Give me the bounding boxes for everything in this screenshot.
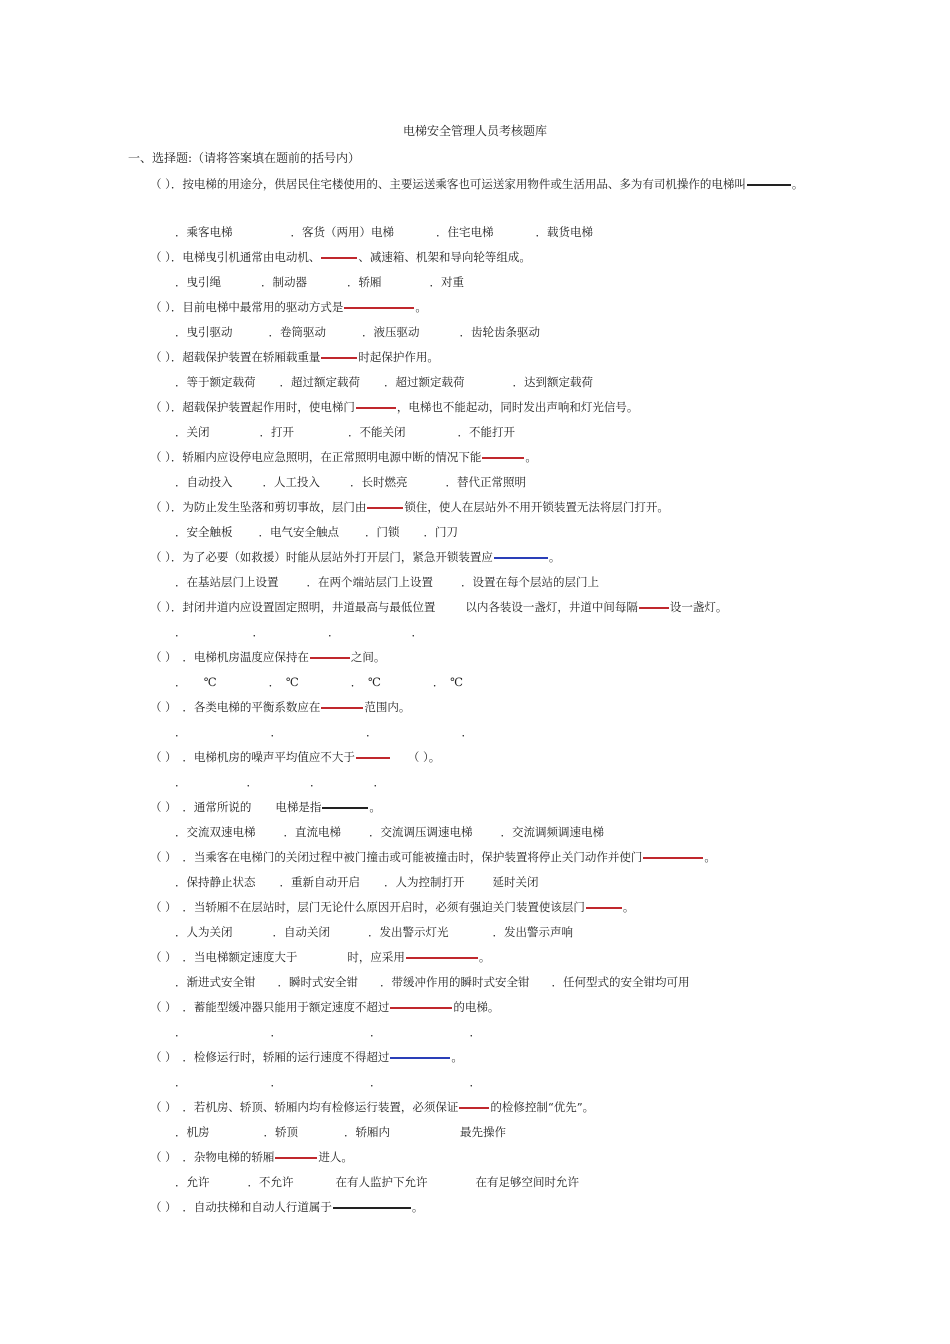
option-row: [175, 424, 515, 440]
question-text: （ ） ．电梯机房的噪声平均值应不大于: [150, 750, 355, 764]
question-text: （ ）．为防止发生坠落和剪切事故，层门由: [150, 500, 367, 514]
question-row: [150, 999, 499, 1015]
option-row: [175, 924, 573, 940]
answer-blank: [586, 907, 622, 909]
answer-blank: [367, 507, 403, 509]
question-text: （ ）．超载保护装置在轿厢载重量: [150, 350, 321, 364]
answer-blank: [406, 957, 478, 959]
option-text: ．电气安全触点: [258, 525, 339, 539]
option-text: ．瞬时式安全钳: [277, 975, 358, 989]
option-text: ．: [175, 1025, 187, 1039]
question-text: （ ） ．当电梯额定速度大于: [150, 950, 298, 964]
option-row: [175, 1124, 506, 1140]
option-text: 最先操作: [460, 1125, 506, 1139]
option-row: [175, 374, 593, 390]
option-text: ．达到额定载荷: [512, 375, 593, 389]
option-text: ．在两个端站层门上设置: [306, 575, 433, 589]
option-row: [175, 524, 458, 540]
option-text: ．重新自动开启: [279, 875, 360, 889]
option-text: ．轿厢内: [344, 1125, 390, 1139]
answer-blank: [747, 184, 791, 186]
option-text: ．载货电梯: [535, 225, 593, 239]
option-text: ．任何型式的安全钳均可用: [551, 975, 690, 989]
option-text: 延时关闭: [492, 875, 539, 889]
question-text: （ ） ．若机房、轿顶、轿厢内均有检修运行装置，必须保证: [150, 1100, 459, 1114]
question-text: 。: [411, 1200, 424, 1214]
option-text: ．门刀: [423, 525, 458, 539]
option-row: [175, 274, 464, 290]
option-text: 在有人监护下允许: [335, 1175, 428, 1189]
option-row: [175, 724, 473, 740]
option-text: ．: [175, 725, 187, 739]
option-text: ．齿轮齿条驱动: [459, 325, 540, 339]
option-row: [175, 824, 604, 840]
option-text: 在有足够空间时允许: [475, 1175, 579, 1189]
question-text: （ ） ．当轿厢不在层站时，层门无论什么原因开启时，必须有强迫关门装置使该层门: [150, 900, 585, 914]
answer-blank: [494, 557, 548, 559]
question-text: 锁住，使人在层站外不用开锁装置无法将层门打开。: [404, 500, 669, 514]
option-text: ．对重: [429, 275, 464, 289]
question-row: [150, 249, 531, 265]
option-text: ．住宅电梯: [436, 225, 494, 239]
answer-blank: [321, 707, 363, 709]
answer-blank: [333, 1207, 411, 1209]
option-text: ．发出警示灯光: [368, 925, 449, 939]
question-text: 、减速箱、机架和导向轮等组成。: [358, 250, 531, 264]
question-row: [150, 499, 669, 515]
option-text: ．关闭: [175, 425, 210, 439]
question-row: [150, 849, 716, 865]
option-text: ．交流调频调速电梯: [500, 825, 604, 839]
question-text: 。: [415, 300, 427, 314]
option-text: ．等于额定载荷: [175, 375, 256, 389]
question-text: 以内各装设一盏灯，井道中间每隔: [465, 600, 638, 614]
option-text: ．长时燃亮: [350, 475, 408, 489]
question-text: （ ）．按电梯的用途分，供居民住宅楼使用的、主要运送乘客也可运送家用物件或生活用品、多为有司机操作的电梯叫: [150, 177, 746, 191]
answer-blank: [482, 457, 524, 459]
question-text: 。: [451, 1050, 463, 1064]
question-text: （ ） ．电梯机房温度应保持在: [150, 650, 309, 664]
answer-blank: [275, 1157, 317, 1159]
answer-blank: [322, 807, 368, 809]
option-text: ．: [328, 625, 340, 639]
document-title: 电梯安全管理人员考核题库: [402, 124, 547, 138]
question-text: （ ） ．各类电梯的平衡系数应在: [150, 700, 321, 714]
question-text: 时，应采用: [347, 950, 405, 964]
question-text: （ ）。: [407, 750, 441, 764]
question-text: （ ）．目前电梯中最常用的驱动方式是: [150, 300, 344, 314]
question-text: （ ） ．杂物电梯的轿厢: [150, 1150, 275, 1164]
option-row: [175, 974, 690, 990]
option-text: ．不允许: [247, 1175, 294, 1189]
question-row: [150, 549, 560, 565]
question-text: 电梯是指: [275, 800, 322, 814]
option-text: ．: [366, 725, 378, 739]
question-row: [150, 349, 439, 365]
answer-blank: [344, 307, 414, 309]
option-row: [175, 1074, 481, 1090]
question-text: 。: [704, 850, 716, 864]
question-row: [150, 449, 537, 465]
option-text: ．乘客电梯: [175, 225, 233, 239]
option-text: ．客货（两用）电梯: [290, 225, 394, 239]
option-text: ． ℃: [268, 675, 299, 689]
question-text: （ ）．为了必要（如救援）时能从层站外打开层门，紧急开锁装置应: [150, 550, 493, 564]
question-text: （ ） ．自动扶梯和自动人行道属于: [150, 1200, 332, 1214]
option-text: ．: [370, 1075, 382, 1089]
option-text: ．保持静止状态: [175, 875, 256, 889]
option-text: ．: [270, 1025, 282, 1039]
option-text: ．曳引驱动: [175, 325, 233, 339]
answer-blank: [639, 607, 669, 609]
question-row: [150, 799, 381, 815]
question-row: [150, 649, 385, 665]
question-text: （ ）．电梯曳引机通常由电动机、: [150, 250, 321, 264]
question-text: 。: [548, 550, 561, 564]
question-text: 设一盏灯。: [669, 600, 728, 614]
option-text: ．: [469, 1075, 481, 1089]
option-row: [175, 674, 463, 690]
question-text: 。: [369, 800, 381, 814]
question-text: 的电梯。: [453, 1000, 500, 1014]
option-text: ． ℃: [350, 675, 381, 689]
question-row: [150, 176, 803, 192]
answer-blank: [390, 1007, 452, 1009]
option-text: ．: [373, 775, 385, 789]
option-text: ．: [270, 1075, 282, 1089]
option-text: ．: [370, 1025, 382, 1039]
answer-blank: [643, 857, 703, 859]
option-text: ．门锁: [365, 525, 400, 539]
answer-blank: [390, 1057, 450, 1059]
question-text: （ ）．封闭井道内应设置固定照明，井道最高与最低位置: [150, 600, 436, 614]
option-text: ．交流调压调速电梯: [369, 825, 473, 839]
option-text: ．自动投入: [175, 475, 233, 489]
question-row: [150, 399, 638, 415]
option-row: [175, 774, 385, 790]
question-row: [150, 749, 440, 765]
option-text: ．打开: [259, 425, 294, 439]
option-text: ．: [461, 725, 473, 739]
question-row: [150, 1149, 353, 1165]
question-text: 的检修控制“优先”。: [490, 1100, 595, 1114]
option-text: ．: [175, 775, 187, 789]
option-row: [175, 574, 599, 590]
question-text: 范围内。: [364, 700, 411, 714]
option-text: ．: [469, 1025, 481, 1039]
option-text: ．允许: [175, 1175, 210, 1189]
option-row: [175, 474, 526, 490]
question-text: （ ） ．检修运行时，轿厢的运行速度不得超过: [150, 1050, 390, 1064]
question-text: （ ） ．当乘客在电梯门的关闭过程中被门撞击或可能被撞击时，保护装置将停止关门动作并使门: [150, 850, 643, 864]
question-text: 时起保护作用。: [358, 350, 439, 364]
option-text: ．制动器: [261, 275, 307, 289]
option-text: ．设置在每个层站的层门上: [461, 575, 599, 589]
option-text: ．液压驱动: [362, 325, 420, 339]
option-text: ．轿厢: [347, 275, 382, 289]
question-text: 。: [525, 450, 537, 464]
option-text: ．超过额定载荷: [279, 375, 360, 389]
answer-blank: [356, 757, 390, 759]
option-text: ．: [252, 625, 264, 639]
option-text: ． ℃: [175, 675, 217, 689]
question-text: 之间。: [350, 650, 386, 664]
question-row: [150, 599, 727, 615]
option-text: ．超过额定载荷: [384, 375, 465, 389]
option-text: ．人为控制打开: [384, 875, 465, 889]
option-text: ．轿顶: [263, 1125, 298, 1139]
question-text: （ ）．超载保护装置起作用时，使电梯门: [150, 400, 355, 414]
question-text: ，电梯也不能起动，同时发出声响和灯光信号。: [396, 400, 639, 414]
option-row: [175, 874, 539, 890]
option-text: ．在基站层门上设置: [175, 575, 279, 589]
option-text: ．带缓冲作用的瞬时式安全钳: [380, 975, 530, 989]
option-row: [175, 1024, 481, 1040]
question-row: [150, 1099, 594, 1115]
option-row: [175, 1174, 579, 1190]
option-text: ．卷筒驱动: [268, 325, 326, 339]
option-text: ．: [270, 725, 282, 739]
question-text: 进人。: [318, 1150, 353, 1164]
option-text: ．: [246, 775, 258, 789]
option-text: ．不能打开: [457, 425, 515, 439]
option-text: ．渐进式安全钳: [175, 975, 256, 989]
question-text: （ ） ．通常所说的: [150, 800, 252, 814]
question-text: 。: [622, 900, 635, 914]
question-text: （ ）．轿厢内应设停电应急照明，在正常照明电源中断的情况下能: [150, 450, 482, 464]
option-text: ．直流电梯: [283, 825, 341, 839]
option-text: ．机房: [175, 1125, 210, 1139]
option-text: ．安全触板: [175, 525, 233, 539]
option-text: ．人工投入: [262, 475, 320, 489]
option-text: ．发出警示声响: [492, 925, 573, 939]
answer-blank: [321, 257, 357, 259]
option-row: [175, 324, 540, 340]
option-text: ．: [310, 775, 322, 789]
option-text: ．不能关闭: [348, 425, 406, 439]
question-text: 。: [478, 950, 491, 964]
option-text: ．: [175, 625, 187, 639]
answer-blank: [459, 1107, 489, 1109]
option-row: [175, 624, 423, 640]
question-row: [150, 299, 427, 315]
option-text: ． ℃: [432, 675, 463, 689]
option-row: [175, 224, 593, 240]
option-text: ．人为关闭: [175, 925, 233, 939]
answer-blank: [321, 357, 357, 359]
answer-blank: [356, 407, 396, 409]
question-row: [150, 899, 634, 915]
option-text: ．自动关闭: [272, 925, 330, 939]
answer-blank: [310, 657, 350, 659]
option-text: ．: [175, 1075, 187, 1089]
option-text: ．: [411, 625, 423, 639]
question-row: [150, 1049, 463, 1065]
question-row: [150, 699, 410, 715]
question-row: [150, 1199, 423, 1215]
option-text: ．曳引绳: [175, 275, 221, 289]
option-text: ．交流双速电梯: [175, 825, 256, 839]
question-text: 。: [791, 177, 804, 191]
question-row: [150, 949, 490, 965]
section-heading: 一、选择题:（请将答案填在题前的括号内）: [128, 151, 361, 165]
question-text: （ ） ．蓄能型缓冲器只能用于额定速度不超过: [150, 1000, 390, 1014]
option-text: ．替代正常照明: [445, 475, 526, 489]
